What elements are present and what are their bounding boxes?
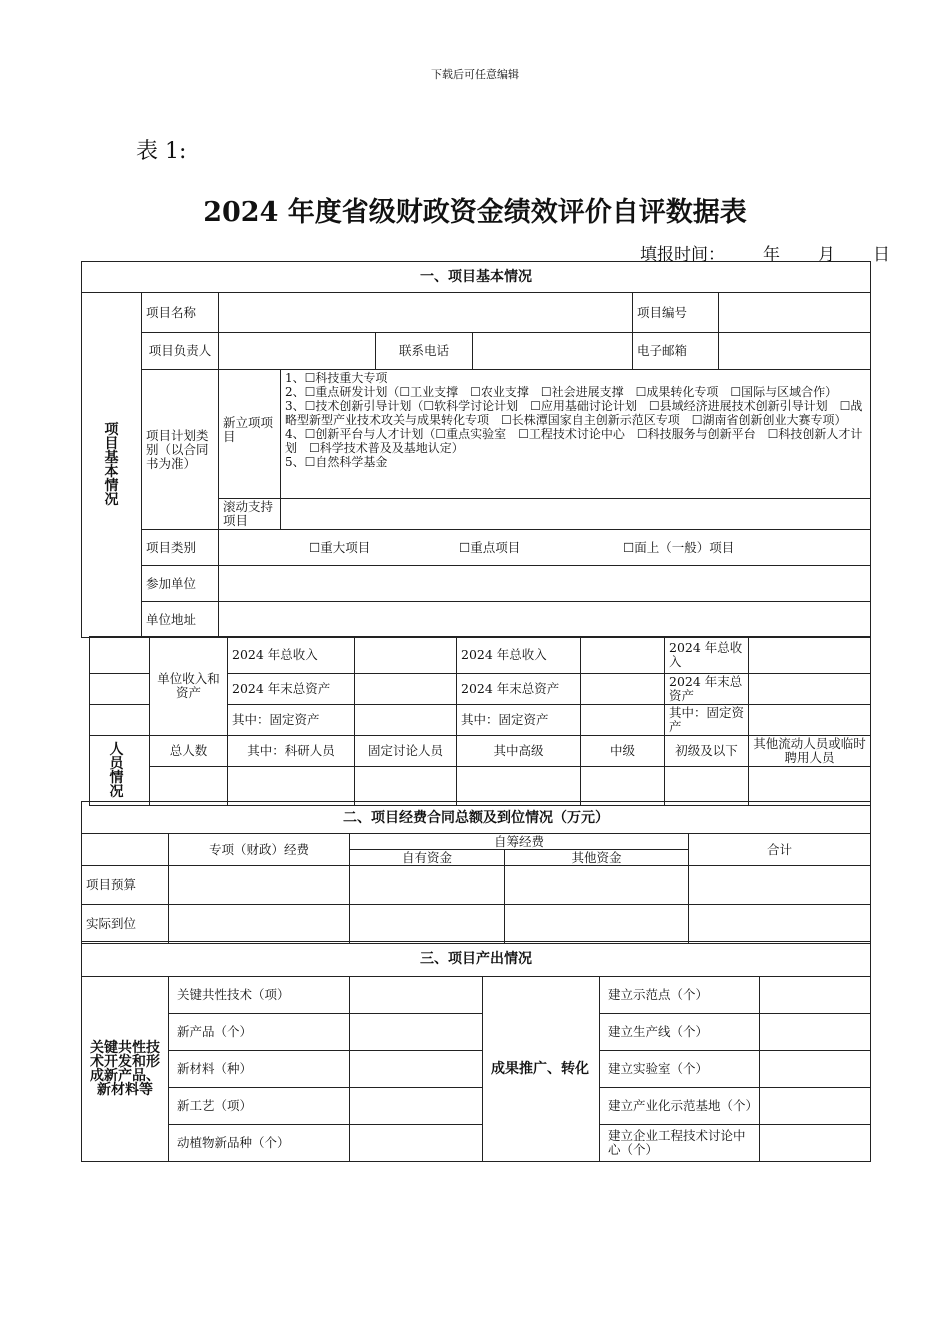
personnel-header: 中级 [581,736,665,767]
option-major[interactable]: ☐重大项目 [309,539,371,555]
special-fund-label: 专项（财政）经费 [169,834,350,866]
contact-phone-field[interactable] [473,333,633,370]
plan-line: 4、☐创新平台与人才计划（☐重点实验室 ☐工程技术讨论中心 ☐科技服务与创新平台 ☐科技创新人才计划 ☐科学技术普及及基地认定） [285,427,863,455]
fill-date-day: 日 [873,245,890,265]
actual-field[interactable] [505,905,689,944]
assets-field[interactable] [581,674,665,705]
left-group-label: 关键共性技术开发和形成新产品、新材料等 [82,977,169,1162]
income-assets-label: 单位收入和资产 [150,637,228,736]
personnel-header: 其中：科研人员 [228,736,355,767]
personnel-field[interactable] [150,767,228,806]
output-item-label: 建立产业化示范基地（个） [600,1088,760,1125]
personnel-header: 初级及以下 [665,736,749,767]
section3-heading: 三、项目产出情况 [82,942,871,977]
section1-heading: 一、项目基本情况 [82,262,871,293]
income-label: 2024 年总收入 [228,637,355,674]
output-field[interactable] [760,1125,871,1162]
personnel-field[interactable] [228,767,355,806]
output-item-label: 动植物新品种（个） [169,1125,350,1162]
assets-label: 2024 年末总资产 [228,674,355,705]
budget-field[interactable] [169,866,350,905]
personnel-header: 总人数 [150,736,228,767]
project-number-label: 项目编号 [633,293,719,333]
budget-field[interactable] [689,866,871,905]
output-field[interactable] [760,977,871,1014]
assets-field[interactable] [355,674,457,705]
total-label: 合计 [689,834,871,866]
output-field[interactable] [760,1088,871,1125]
document-title: 2024 年度省级财政资金绩效评价自评数据表 [203,197,747,228]
plan-line: 5、☐自然科学基金 [285,455,388,469]
blank-cell [90,674,150,705]
personnel-field[interactable] [581,767,665,806]
output-item-label: 关键共性技术（项） [169,977,350,1014]
personnel-header: 固定讨论人员 [355,736,457,767]
other-funds-label: 其他资金 [505,850,689,866]
budget-field[interactable] [505,866,689,905]
budget-row-label: 项目预算 [82,866,169,905]
assets-label: 2024 年末总资产 [665,674,749,705]
budget-field[interactable] [350,866,505,905]
income-label: 2024 年总收入 [457,637,581,674]
section1-side-label: 项目基本情况 [82,293,142,638]
fixed-assets-label: 其中：固定资产 [457,705,581,736]
option-general[interactable]: ☐面上（一般）项目 [623,539,735,555]
output-field[interactable] [350,1014,483,1051]
plan-category-label: 项目计划类别（以合同书为准） [142,370,219,530]
income-personnel-table [89,636,871,806]
project-number-field[interactable] [719,293,871,333]
plan-line: 3、☐技术创新引导计划（☐软科学讨论计划 ☐应用基础讨论计划 ☐县域经济进展技术创新引导计划 ☐战略型新型产业技术攻关与成果转化专项 ☐长株潭国家自主创新示范区专项 ☐湖南省创新创业大赛专项） [285,399,863,427]
contact-phone-label: 联系电话 [376,333,473,370]
actual-field[interactable] [689,905,871,944]
section2-heading: 二、项目经费合同总额及到位情况（万元） [82,802,871,834]
section2-table [81,801,871,944]
output-field[interactable] [760,1051,871,1088]
output-field[interactable] [350,977,483,1014]
output-item-label: 新产品（个） [169,1014,350,1051]
project-name-label: 项目名称 [142,293,219,333]
output-item-label: 新材料（种） [169,1051,350,1088]
table-label: 表 1: [136,139,187,164]
personnel-field[interactable] [749,767,871,806]
fixed-assets-label: 其中：固定资产 [228,705,355,736]
personnel-label: 人员情况 [90,736,150,806]
participating-units-label: 参加单位 [142,566,219,602]
income-field[interactable] [355,637,457,674]
output-field[interactable] [350,1088,483,1125]
output-item-label: 建立实验室（个） [600,1051,760,1088]
rolling-support-label: 滚动支持项目 [219,499,281,530]
own-funds-label: 自有资金 [350,850,505,866]
actual-row-label: 实际到位 [82,905,169,944]
actual-field[interactable] [350,905,505,944]
personnel-header: 其中高级 [457,736,581,767]
project-name-field[interactable] [219,293,633,333]
section3-table [81,941,871,1162]
output-field[interactable] [350,1051,483,1088]
blank-cell [82,834,169,866]
new-project-label: 新立项项目 [219,370,281,499]
output-item-label: 建立生产线（个） [600,1014,760,1051]
fixed-assets-field[interactable] [749,705,871,736]
income-label: 2024 年总收入 [665,637,749,674]
blank-cell [90,705,150,736]
income-field[interactable] [749,637,871,674]
income-field[interactable] [581,637,665,674]
output-field[interactable] [760,1014,871,1051]
output-field[interactable] [350,1125,483,1162]
project-leader-label: 项目负责人 [142,333,219,370]
fixed-assets-field[interactable] [355,705,457,736]
option-key[interactable]: ☐重点项目 [459,539,521,555]
plan-options[interactable] [281,370,871,499]
fixed-assets-label: 其中：固定资产 [665,705,749,736]
fill-date-label: 填报时间： [640,245,725,265]
assets-label: 2024 年末总资产 [457,674,581,705]
assets-field[interactable] [749,674,871,705]
personnel-field[interactable] [355,767,457,806]
project-type-options[interactable] [219,530,871,566]
email-label: 电子邮箱 [633,333,719,370]
personnel-field[interactable] [457,767,581,806]
personnel-header: 其他流动人员或临时聘用人员 [749,736,871,767]
fill-date-month: 月 [818,245,835,265]
plan-line: 1、☐科技重大专项 [285,371,388,385]
output-item-label: 建立企业工程技术讨论中心（个） [600,1125,760,1162]
project-type-label: 项目类别 [142,530,219,566]
output-item-label: 新工艺（项） [169,1088,350,1125]
plan-line: 2、☐重点研发计划（☐工业支撑 ☐农业支撑 ☐社会进展支撑 ☐成果转化专项 ☐国际与区域合作） [285,385,838,399]
fixed-assets-field[interactable] [581,705,665,736]
output-item-label: 建立示范点（个） [600,977,760,1014]
header-note: 下载后可任意编辑 [431,68,519,81]
unit-address-label: 单位地址 [142,602,219,638]
email-field[interactable] [719,333,871,370]
section1-table [81,261,871,638]
fill-date-year: 年 [763,245,780,265]
unit-address-field[interactable] [219,602,871,638]
participating-units-field[interactable] [219,566,871,602]
blank-cell [90,637,150,674]
actual-field[interactable] [169,905,350,944]
project-leader-field[interactable] [219,333,376,370]
right-group-label: 成果推广、转化 [483,977,600,1162]
self-raised-label: 自筹经费 [350,834,689,850]
personnel-field[interactable] [665,767,749,806]
rolling-support-field[interactable] [281,499,871,530]
